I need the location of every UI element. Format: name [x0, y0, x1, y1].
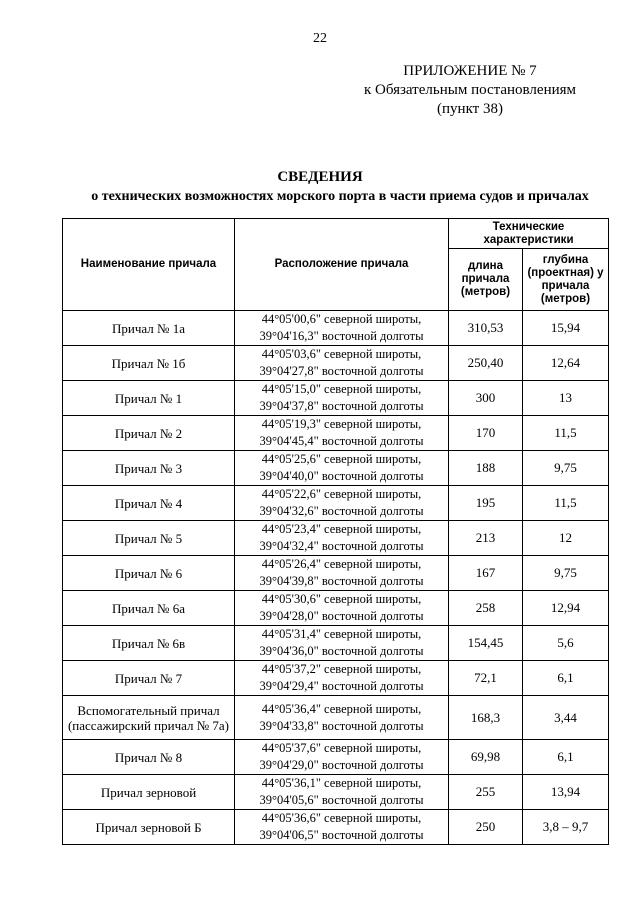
berth-location [235, 810, 449, 845]
table-row [63, 486, 609, 521]
berth-length: 300 [449, 381, 523, 416]
berth-depth: 6,1 [523, 740, 609, 775]
berth-location [235, 661, 449, 696]
table-row [63, 626, 609, 661]
berth-latitude: 44°05'36,1" северной широты, [261, 776, 422, 790]
berth-longitude: 39°04'06,5" восточной долготы [259, 828, 424, 842]
berth-length: 154,45 [449, 626, 523, 661]
berths-table [62, 218, 609, 845]
header-location: Расположение причала [235, 219, 449, 311]
berth-latitude: 44°05'23,4" северной широты, [261, 522, 422, 536]
table-row [63, 775, 609, 810]
berth-length: 213 [449, 521, 523, 556]
header-tech: Технические характеристики [449, 219, 609, 249]
berth-longitude: 39°04'28,0" восточной долготы [259, 609, 424, 623]
berth-longitude: 39°04'16,3" восточной долготы [259, 329, 424, 343]
page-number: 22 [313, 31, 327, 46]
header-length: длина причала (метров) [449, 249, 523, 311]
berth-depth: 15,94 [523, 311, 609, 346]
appendix-line-3: (пункт 38) [437, 101, 503, 117]
berth-length: 195 [449, 486, 523, 521]
berth-length: 250 [449, 810, 523, 845]
berth-name: Причал № 4 [63, 486, 235, 521]
berth-location [235, 451, 449, 486]
document-title: СВЕДЕНИЯ [277, 169, 363, 185]
table-row [63, 810, 609, 845]
berth-length: 188 [449, 451, 523, 486]
berth-name: Причал № 1б [63, 346, 235, 381]
berth-location [235, 346, 449, 381]
table-row [63, 556, 609, 591]
berth-longitude: 39°04'45,4" восточной долготы [259, 434, 424, 448]
berth-location [235, 521, 449, 556]
berth-longitude: 39°04'33,8" восточной долготы [259, 718, 424, 733]
berth-depth: 11,5 [523, 416, 609, 451]
table-row [63, 416, 609, 451]
berth-location [235, 486, 449, 521]
berth-latitude: 44°05'00,6" северной широты, [261, 312, 422, 326]
table-row [63, 346, 609, 381]
berth-latitude: 44°05'22,6" северной широты, [261, 487, 422, 501]
berth-location [235, 311, 449, 346]
berth-length: 170 [449, 416, 523, 451]
berth-depth: 13,94 [523, 775, 609, 810]
berth-name: Причал № 1 [63, 381, 235, 416]
berth-name: Причал № 6 [63, 556, 235, 591]
table-row [63, 311, 609, 346]
document-subtitle: о технических возможностях морского порта в части приема судов и причалах [91, 189, 589, 204]
berth-length: 167 [449, 556, 523, 591]
berth-name: Причал № 6в [63, 626, 235, 661]
table-row [63, 696, 609, 740]
table-row [63, 661, 609, 696]
table-row [63, 381, 609, 416]
berth-latitude: 44°05'31,4" северной широты, [261, 627, 422, 641]
berth-latitude: 44°05'26,4" северной широты, [261, 557, 422, 571]
berth-latitude: 44°05'36,6" северной широты, [261, 811, 422, 825]
berth-location [235, 381, 449, 416]
berth-longitude: 39°04'39,8" восточной долготы [259, 574, 424, 588]
table-row [63, 591, 609, 626]
table-body [63, 311, 609, 845]
berth-length: 250,40 [449, 346, 523, 381]
berth-longitude: 39°04'37,8" восточной долготы [259, 399, 424, 413]
berth-longitude: 39°04'27,8" восточной долготы [259, 364, 424, 378]
appendix-line-1: ПРИЛОЖЕНИЕ № 7 [403, 63, 537, 79]
berth-name: Причал № 3 [63, 451, 235, 486]
berth-longitude: 39°04'05,6" восточной долготы [259, 793, 424, 807]
berth-depth: 6,1 [523, 661, 609, 696]
berth-longitude: 39°04'40,0" восточной долготы [259, 469, 424, 483]
header-depth: глубина (проектная) у причала (метров) [523, 249, 609, 311]
berth-depth: 5,6 [523, 626, 609, 661]
berth-location [235, 416, 449, 451]
berth-name: Причал № 6а [63, 591, 235, 626]
berth-longitude: 39°04'32,4" восточной долготы [259, 539, 424, 553]
berth-depth: 12,64 [523, 346, 609, 381]
berth-latitude: 44°05'30,6" северной широты, [261, 592, 422, 606]
berth-depth: 3,44 [523, 696, 609, 740]
table-row [63, 521, 609, 556]
berth-depth: 12 [523, 521, 609, 556]
berth-name: Причал № 2 [63, 416, 235, 451]
berth-latitude: 44°05'19,3" северной широты, [261, 417, 422, 431]
table-header [63, 219, 609, 311]
berth-name: Причал № 7 [63, 661, 235, 696]
berth-name: Причал зерновой Б [63, 810, 235, 845]
appendix-header [330, 62, 610, 119]
berth-name: Причал № 5 [63, 521, 235, 556]
berth-depth: 13 [523, 381, 609, 416]
berth-name: Причал зерновой [63, 775, 235, 810]
berth-location [235, 556, 449, 591]
berth-name: Причал № 8 [63, 740, 235, 775]
berth-name: Вспомогательный причал (пассажирский причал № 7а) [63, 696, 235, 740]
berth-name: Причал № 1а [63, 311, 235, 346]
berth-length: 310,53 [449, 311, 523, 346]
berth-location [235, 740, 449, 775]
berth-latitude: 44°05'03,6" северной широты, [261, 347, 422, 361]
berth-length: 69,98 [449, 740, 523, 775]
berth-location [235, 696, 449, 740]
berth-depth: 3,8 – 9,7 [523, 810, 609, 845]
berth-longitude: 39°04'32,6" восточной долготы [259, 504, 424, 518]
berth-depth: 11,5 [523, 486, 609, 521]
berth-location [235, 775, 449, 810]
header-name: Наименование причала [63, 219, 235, 311]
berth-depth: 12,94 [523, 591, 609, 626]
berth-length: 255 [449, 775, 523, 810]
berth-latitude: 44°05'25,6" северной широты, [261, 452, 422, 466]
berth-latitude: 44°05'36,4" северной широты, [261, 701, 422, 716]
berth-latitude: 44°05'37,6" северной широты, [261, 741, 422, 755]
berth-length: 258 [449, 591, 523, 626]
berth-longitude: 39°04'29,4" восточной долготы [259, 679, 424, 693]
berth-latitude: 44°05'37,2" северной широты, [261, 662, 422, 676]
table-row [63, 451, 609, 486]
berth-location [235, 626, 449, 661]
berth-length: 72,1 [449, 661, 523, 696]
berth-location [235, 591, 449, 626]
appendix-line-2: к Обязательным постановлениям [363, 82, 577, 98]
berth-longitude: 39°04'36,0" восточной долготы [259, 644, 424, 658]
table-row [63, 740, 609, 775]
berth-latitude: 44°05'15,0" северной широты, [261, 382, 422, 396]
berth-depth: 9,75 [523, 556, 609, 591]
berth-length: 168,3 [449, 696, 523, 740]
berth-depth: 9,75 [523, 451, 609, 486]
berth-longitude: 39°04'29,0" восточной долготы [259, 758, 424, 772]
